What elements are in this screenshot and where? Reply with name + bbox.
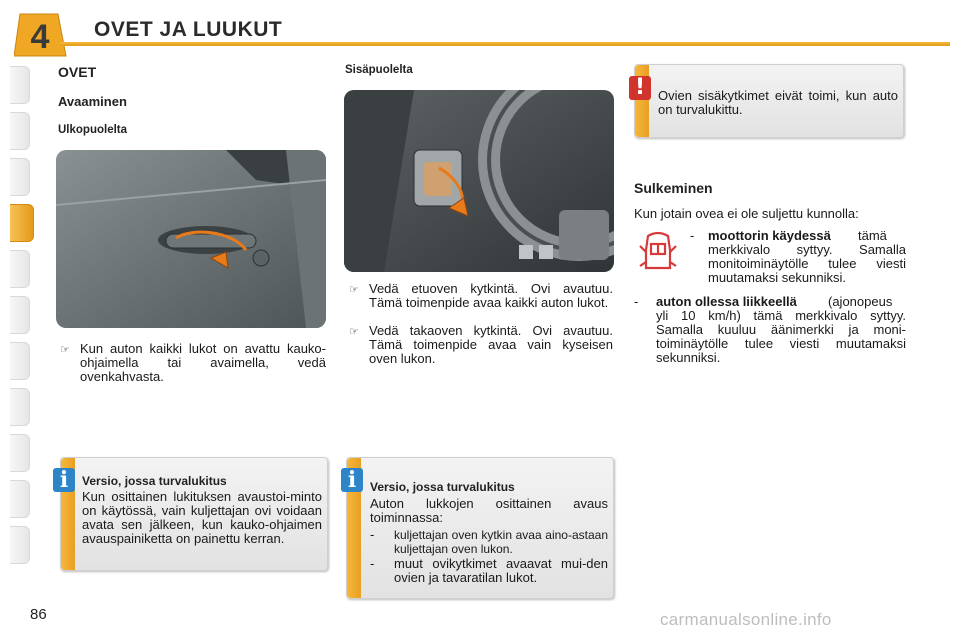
note-dash: - — [690, 228, 695, 243]
inside-title: Sisäpuolelta — [345, 64, 413, 76]
info-icon: i — [341, 468, 363, 492]
note-dash: - — [634, 294, 639, 309]
engine-label: moottorin käydessä — [708, 228, 831, 243]
moving-text: (ajonopeus yli 10 km/h) tämä merkkivalo syttyy. Samalla kuuluu äänimerkki ja moni-toiminäytölle tulee viesti muutamaksi sekunniksi. — [656, 294, 906, 365]
side-tab-11[interactable] — [10, 526, 30, 564]
bullet-symbol: ☞ — [349, 283, 359, 296]
chapter-number: 4 — [30, 18, 50, 56]
chapter-badge — [14, 10, 68, 60]
note-dash: - — [370, 527, 375, 542]
watermark: carmanualsonline.info — [660, 610, 832, 629]
side-tab-9[interactable] — [10, 434, 30, 472]
inside-bullet-1: Vedä etuoven kytkintä. Ovi avautuu. Tämä toimenpide avaa kaikki auton lukot. — [369, 281, 613, 310]
section-title: OVET — [58, 64, 97, 80]
engine-text: tämä merkkivalo syttyy. Samalla monitoiminäytölle tulee viesti muutamaksi sekunniksi. — [708, 228, 906, 285]
outside-bullet-text: Kun auton kaikki lukot on avattu kauko-ohjaimella tai avaimella, vedä ovenkahvasta. — [80, 341, 326, 384]
outside-title: Ulkopuolelta — [58, 124, 128, 136]
closing-title: Sulkeminen — [634, 180, 713, 196]
inside-bullet-2: Vedä takaoven kytkintä. Ovi avautuu. Tämä toimenpide avaa vain kyseisen oven lukon. — [369, 323, 613, 366]
info-icon: i — [53, 468, 75, 492]
bullet-symbol: ☞ — [60, 343, 70, 356]
middle-note-title: Versio, jossa turvalukitus — [370, 480, 515, 494]
page-number: 86 — [30, 606, 47, 623]
closing-intro: Kun jotain ovea ei ole suljettu kunnolla: — [634, 206, 859, 221]
chapter-title: OVET JA LUUKUT — [94, 18, 283, 41]
side-tab-5[interactable] — [10, 250, 30, 288]
left-note-title: Versio, jossa turvalukitus — [82, 474, 227, 488]
note-dash: - — [370, 556, 375, 571]
subsection-title: Avaaminen — [58, 94, 127, 109]
side-tab-10[interactable] — [10, 480, 30, 518]
side-tab-4-active[interactable] — [10, 204, 34, 242]
side-tab-2[interactable] — [10, 112, 30, 150]
left-note-text: Kun osittainen lukituksen avaustoi-minto on käytössä, vain kuljettajan ovi voidaan avata sen jälkeen, kun kauko-ohjaimen avauspainiketta on painettu kerran. — [82, 489, 322, 546]
interior-door-switch-photo — [344, 90, 614, 272]
warning-icon: ! — [629, 76, 651, 100]
side-tab-1[interactable] — [10, 66, 30, 104]
side-tab-7[interactable] — [10, 342, 30, 380]
side-tab-6[interactable] — [10, 296, 30, 334]
side-tabs — [0, 62, 34, 582]
middle-note-item-1: kuljettajan oven kytkin avaa aino-astaan kuljettajan oven lukon. — [394, 528, 608, 556]
header-rule — [60, 42, 950, 46]
warning-text: Ovien sisäkytkimet eivät toimi, kun auto on turvalukittu. — [658, 88, 898, 117]
door-handle-photo — [56, 150, 326, 328]
door-open-warning-icon — [638, 230, 678, 274]
moving-label: auton ollessa liikkeellä — [656, 294, 797, 309]
side-tab-8[interactable] — [10, 388, 30, 426]
middle-note-item-2: muut ovikytkimet avaavat mui-den ovien ja tavaratilan lukot. — [394, 556, 608, 585]
bullet-symbol: ☞ — [349, 325, 359, 338]
middle-note-intro: Auton lukkojen osittainen avaus toiminnassa: — [370, 496, 608, 525]
side-tab-3[interactable] — [10, 158, 30, 196]
